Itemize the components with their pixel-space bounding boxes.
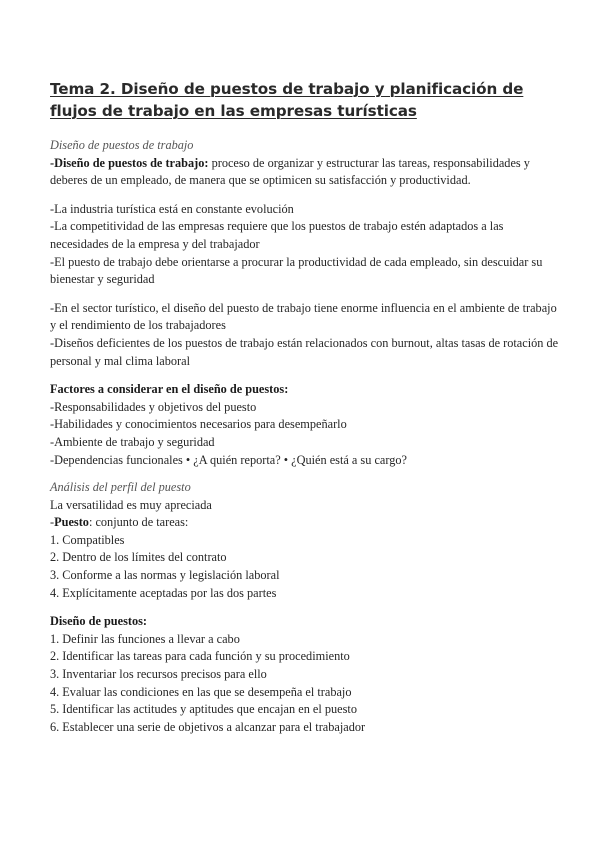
puesto-label: Puesto [54, 515, 89, 530]
analysis-item: 3. Conforme a las normas y legislación laboral [50, 568, 280, 583]
factors-item: -Dependencias funcionales • ¿A quién reporta? • ¿Quién está a su cargo? [50, 452, 407, 467]
design-item: 4. Evaluar las condiciones en las que se desempeña el trabajo [50, 684, 352, 699]
puesto-prefix: - [50, 515, 55, 530]
paragraph-line: -La competitividad de las empresas requiere que los puestos de trabajo estén adaptados a las necesidades de la empresa y del trabajador [50, 219, 504, 251]
puesto-definition [50, 514, 565, 532]
analysis-intro: La versatilidad es muy apreciada [50, 497, 212, 512]
paragraph-line: -El puesto de trabajo debe orientarse a procurar la productividad de cada empleado, sin descuidar su bienestar y seguridad [50, 254, 543, 287]
analysis-item: 4. Explícitamente aceptadas por las dos partes [50, 585, 277, 600]
factors-item: -Responsabilidades y objetivos del puesto [50, 399, 257, 414]
design-item: 2. Identificar las tareas para cada función y su procedimiento [50, 649, 350, 664]
paragraph-line: -En el sector turístico, el diseño del puesto de trabajo tiene enorme influencia en el ambiente de trabajo y el rendimiento de los trabajadores [50, 300, 557, 333]
analysis-item: 1. Compatibles [50, 532, 125, 547]
definition-text: proceso de organizar y estructurar las tareas, responsabilidades y deberes de un empleado, de manera que se optimicen su satisfacción y productividad. [50, 155, 530, 188]
factors-item: -Ambiente de trabajo y seguridad [50, 434, 215, 449]
section-subtitle-diseno: Diseño de puestos de trabajo [50, 138, 194, 152]
section-subtitle-analisis: Análisis del perfil del puesto [50, 480, 191, 495]
document-title: Tema 2. Diseño de puestos de trabajo y planificación de flujos de trabajo en las empresas turísticas [50, 80, 524, 120]
design-heading-text: Diseño de puestos: [50, 614, 148, 629]
puesto-text: : conjunto de tareas: [88, 515, 189, 530]
design-item: 1. Definir las funciones a llevar a cabo [50, 631, 240, 646]
analysis-item: 2. Dentro de los límites del contrato [50, 550, 227, 565]
definition-label: -Diseño de puestos de trabajo: [50, 155, 209, 170]
factors-heading [50, 381, 565, 399]
design-item: 6. Establecer una serie de objetivos a alcanzar para el trabajador [50, 719, 366, 734]
factors-item: -Habilidades y conocimientos necesarios para desempeñarlo [50, 417, 347, 432]
design-item: 3. Inventariar los recursos precisos para ello [50, 667, 267, 682]
paragraph-line: -Diseños deficientes de los puestos de trabajo están relacionados con burnout, altas tasas de rotación de personal y mal clima laboral [50, 335, 559, 368]
design-item: 5. Identificar las actitudes y aptitudes que encajan en el puesto [50, 702, 357, 717]
factors-heading-text: Factores a considerar en el diseño de puestos: [50, 382, 289, 397]
paragraph-line: -La industria turística está en constante evolución [50, 201, 294, 216]
document-page [50, 78, 565, 736]
definition-paragraph [50, 155, 565, 190]
design-heading [50, 613, 565, 631]
document-body [50, 137, 565, 736]
